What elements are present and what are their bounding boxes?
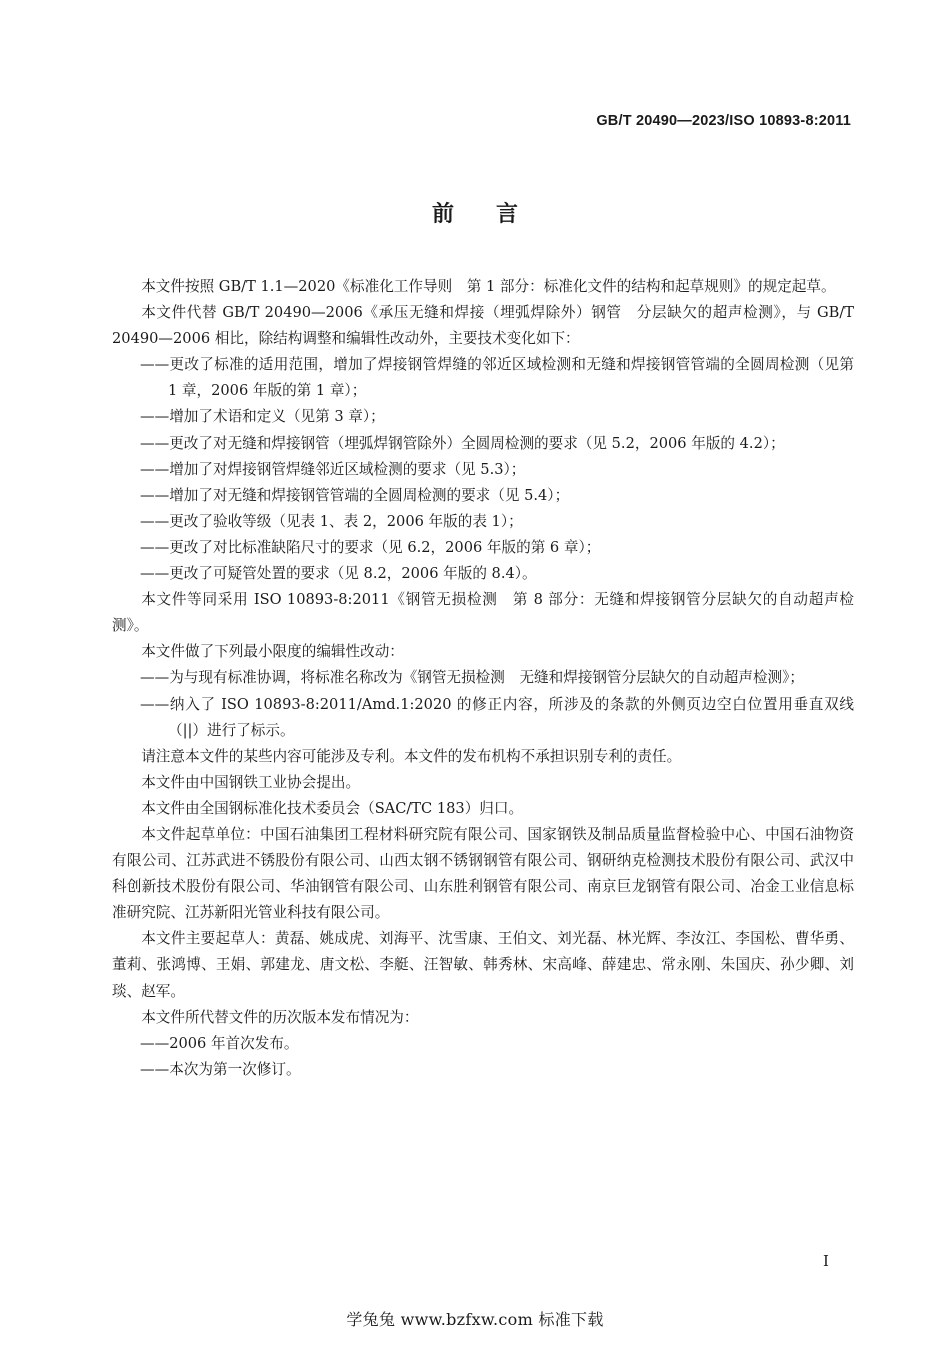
list-item: ——增加了对无缝和焊接钢管管端的全圆周检测的要求（见 5.4）； <box>140 486 570 504</box>
list-item: ——更改了验收等级（见表 1、表 2，2006 年版的表 1）； <box>140 512 523 530</box>
list-item: ——增加了术语和定义（见第 3 章）； <box>140 408 385 426</box>
list-item: ——纳入了 ISO 10893-8:2011/Amd.1:2020 的修正内容，所涉及的条款的外侧页边空白位置用垂直双线（||）进行了标示。 <box>140 695 854 739</box>
list-item: ——2006 年首次发布。 <box>140 1034 299 1052</box>
page-number: I <box>823 1252 829 1270</box>
list-item: ——更改了标准的适用范围，增加了焊接钢管焊缝的邻近区域检测和无缝和焊接钢管管端的全圆周检测（见第 1 章，2006 年版的第 1 章）； <box>140 356 854 400</box>
paragraph: 本文件主要起草人：黄磊、姚成虎、刘海平、沈雪康、王伯文、刘光磊、林光辉、李汝江、李国松、曹华勇、董莉、张鸿博、王娟、郭建龙、唐文松、李艇、汪智敏、韩秀林、宋高峰、薛建忠、常永刚、朱国庆、孙少卿、刘琰、赵军。 <box>112 930 854 1000</box>
paragraph: 本文件等同采用 ISO 10893-8:2011《钢管无损检测 第 8 部分：无缝和焊接钢管分层缺欠的自动超声检测》。 <box>112 591 854 635</box>
page-title: 前言 <box>431 202 560 227</box>
paragraph: 本文件代替 GB/T 20490—2006《承压无缝和焊接（埋弧焊除外）钢管 分层缺欠的超声检测》，与 GB/T 20490—2006 相比，除结构调整和编辑性改动外，主要技术变化如下： <box>112 304 854 348</box>
paragraph: 本文件由中国钢铁工业协会提出。 <box>141 773 361 791</box>
list-item: ——更改了可疑管处置的要求（见 8.2，2006 年版的 8.4）。 <box>140 565 537 583</box>
paragraph: 请注意本文件的某些内容可能涉及专利。本文件的发布机构不承担识别专利的责任。 <box>141 747 682 765</box>
list-item: ——为与现有标准协调，将标准名称改为《钢管无损检测 无缝和焊接钢管分层缺欠的自动超声检测》； <box>140 669 805 687</box>
list-item: ——本次为第一次修订。 <box>140 1060 301 1078</box>
list-item: ——更改了对无缝和焊接钢管（埋弧焊钢管除外）全圆周检测的要求（见 5.2，2006 年版的 4.2）； <box>140 434 785 452</box>
standard-code: GB/T 20490—2023/ISO 10893-8:2011 <box>596 113 851 129</box>
paragraph: 本文件起草单位：中国石油集团工程材料研究院有限公司、国家钢铁及制品质量监督检验中心、中国石油物资有限公司、江苏武进不锈股份有限公司、山西太钢不锈钢钢管有限公司、钢研纳克检测技术股份有限公司、武汉中科创新技术股份有限公司、华油钢管有限公司、山东胜利钢管有限公司、南京巨龙钢管有限公司、冶金工业信息标准研究院、江苏新阳光管业科技有限公司。 <box>112 825 854 922</box>
paragraph: 本文件按照 GB/T 1.1—2020《标准化工作导则 第 1 部分：标准化文件的结构和起草规则》的规定起草。 <box>141 278 836 295</box>
watermark-link[interactable]: 学兔兔 www.bzfxw.com 标准下载 <box>346 1310 604 1329</box>
list-item: ——更改了对比标准缺陷尺寸的要求（见 6.2，2006 年版的第 6 章）； <box>140 538 601 556</box>
document-body <box>112 274 854 1083</box>
list-item: ——增加了对焊接钢管焊缝邻近区域检测的要求（见 5.3）； <box>140 460 526 478</box>
paragraph: 本文件做了下列最小限度的编辑性改动： <box>141 643 404 661</box>
paragraph: 本文件所代替文件的历次版本发布情况为： <box>141 1008 419 1026</box>
paragraph: 本文件由全国钢标准化技术委员会（SAC/TC 183）归口。 <box>141 799 524 817</box>
